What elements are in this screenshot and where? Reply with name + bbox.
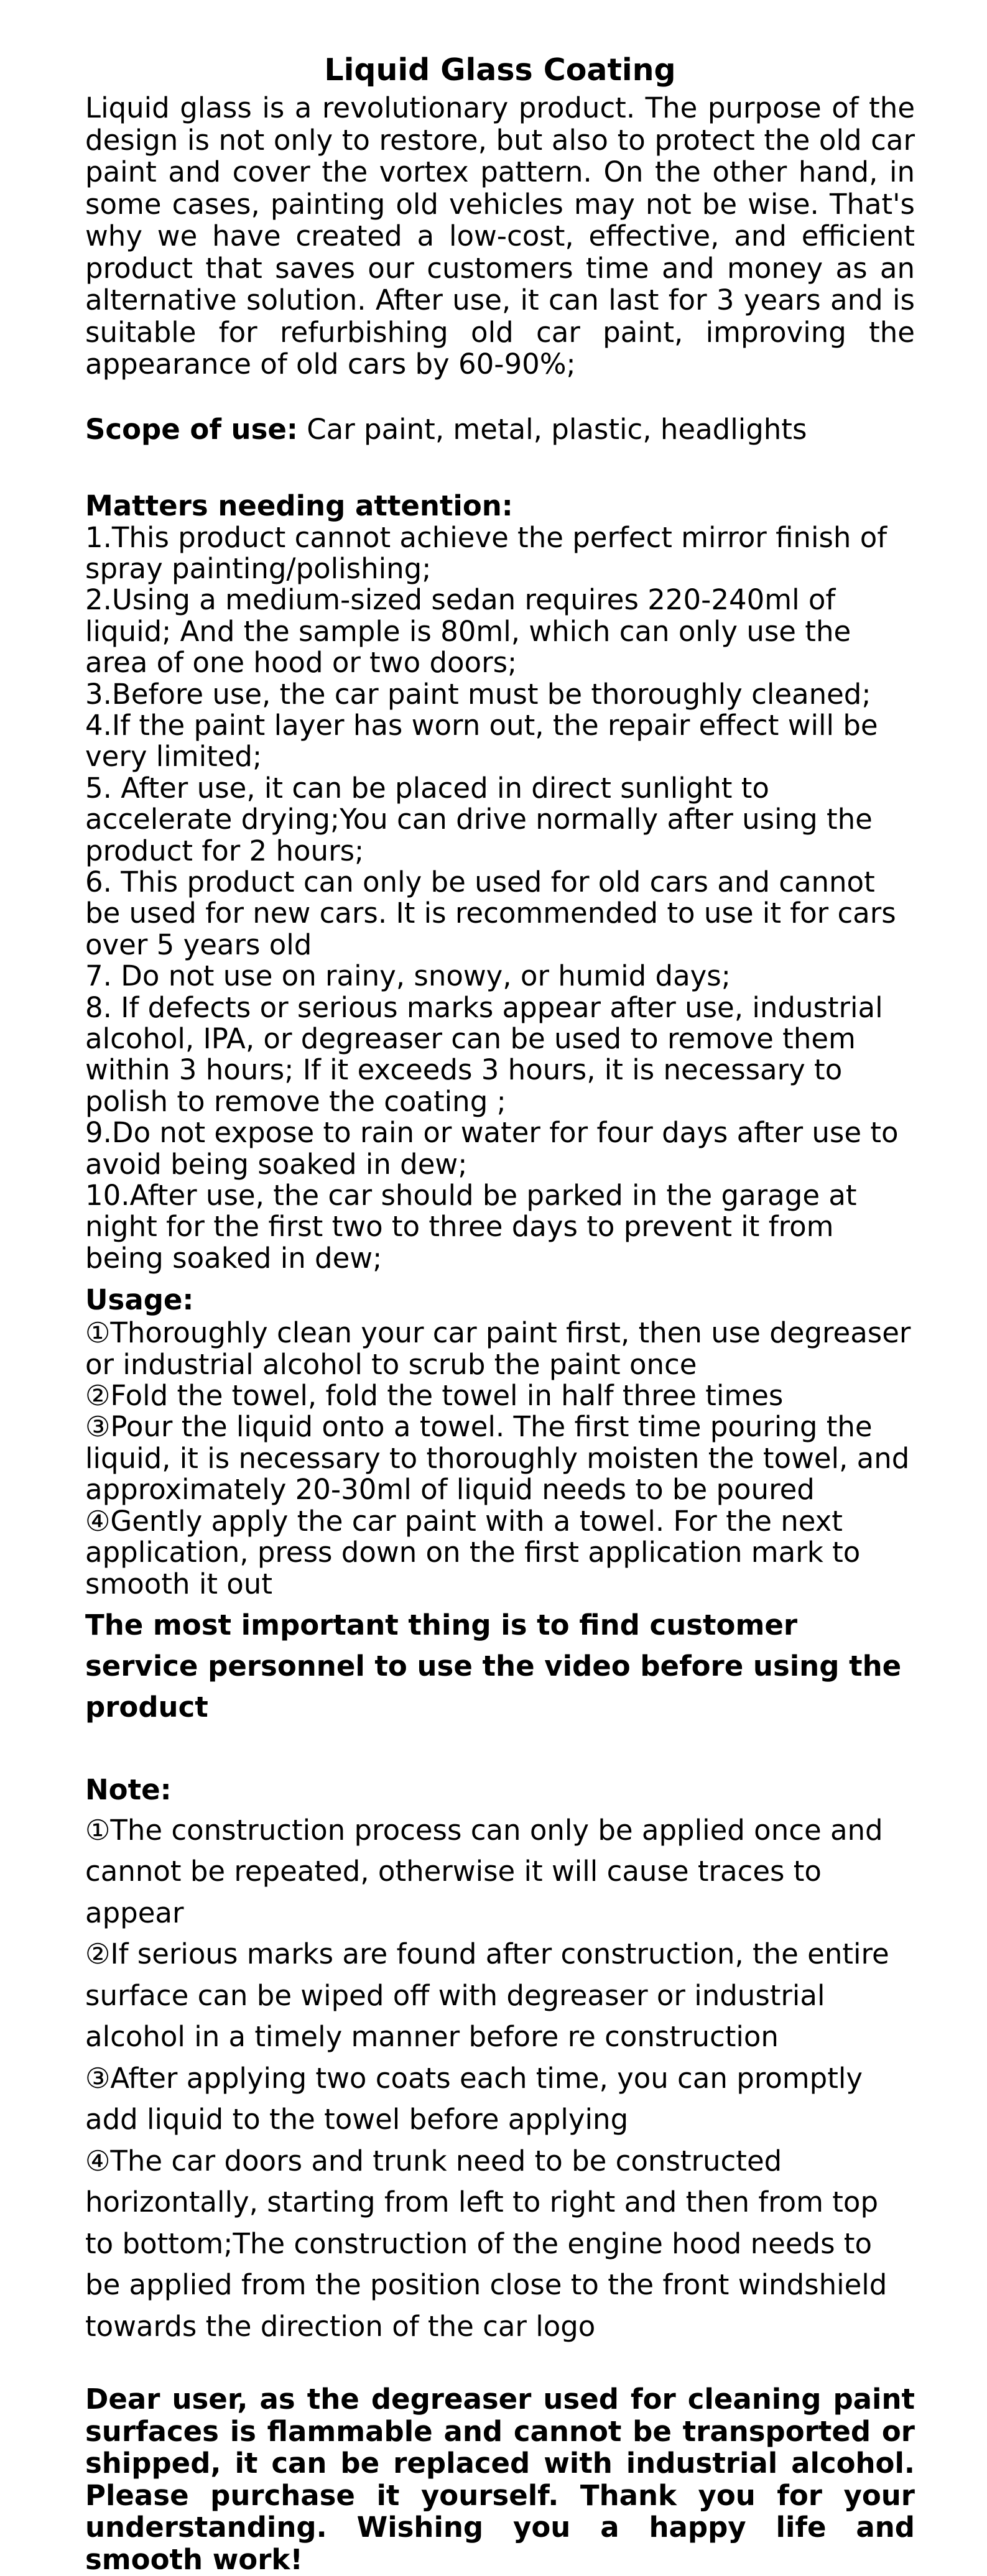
usage-item: ④Gently apply the car paint with a towel. For the next application, press down on the first application mark to smooth it out bbox=[85, 1504, 861, 1600]
attention-item: 1.This product cannot achieve the perfect mirror finish of spray painting/polishing; bbox=[85, 520, 887, 585]
closing-message: Dear user, as the degreaser used for cleaning paint surfaces is flammable and cannot be transported or shipped, it can be replaced with industrial alcohol. Please purchase it yourself. Thank you for your understanding. Wishing you a happy life and smooth work! bbox=[85, 2383, 915, 2576]
attention-item: 4.If the paint layer has worn out, the repair effect will be very limited; bbox=[85, 708, 878, 773]
usage-heading: Usage: bbox=[85, 1283, 194, 1317]
page-title: Liquid Glass Coating bbox=[324, 52, 676, 88]
usage-item: ②Fold the towel, fold the towel in half three times bbox=[85, 1379, 784, 1413]
note-item: ④The car doors and trunk need to be constructed horizontally, starting from left to right and then from top to bottom;The construction of the engine hood needs to be applied from the position close to the front windshield towards the direction of the car logo bbox=[85, 2144, 887, 2343]
scope-of-use bbox=[85, 412, 915, 446]
attention-heading: Matters needing attention: bbox=[85, 489, 513, 522]
attention-list bbox=[85, 522, 915, 1275]
scope-label: Scope of use: bbox=[85, 412, 298, 446]
usage-item: ③Pour the liquid onto a towel. The first time pouring the liquid, it is necessary to thoroughly moisten the towel, and approximately 20-30ml of liquid needs to be poured bbox=[85, 1410, 910, 1507]
note-item: ①The construction process can only be applied once and cannot be repeated, otherwise it will cause traces to appear bbox=[85, 1813, 883, 1929]
attention-item: 8. If defects or serious marks appear after use, industrial alcohol, IPA, or degreaser can be used to remove them within 3 hours; If it exceeds 3 hours, it is necessary to polish to remove the coating ; bbox=[85, 990, 883, 1118]
usage-item: ①Thoroughly clean your car paint first, then use degreaser or industrial alcohol to scrub the paint once bbox=[85, 1316, 911, 1381]
note-heading: Note: bbox=[85, 1773, 172, 1806]
attention-item: 7. Do not use on rainy, snowy, or humid days; bbox=[85, 959, 731, 993]
note-list bbox=[85, 1810, 915, 2348]
attention-item: 9.Do not expose to rain or water for four days after use to avoid being soaked in dew; bbox=[85, 1116, 899, 1181]
attention-item: 3.Before use, the car paint must be thoroughly cleaned; bbox=[85, 677, 871, 711]
important-notice: The most important thing is to find customer service personnel to use the video before using the product bbox=[85, 1608, 902, 1724]
attention-item: 5. After use, it can be placed in direct sunlight to accelerate drying;You can drive normally after using the product for 2 hours; bbox=[85, 771, 873, 867]
note-item: ②If serious marks are found after construction, the entire surface can be wiped off with degreaser or industrial alcohol in a timely manner before re construction bbox=[85, 1937, 889, 2054]
note-item: ③After applying two coats each time, you can promptly add liquid to the towel before applying bbox=[85, 2061, 863, 2136]
attention-item: 6. This product can only be used for old cars and cannot be used for new cars. It is recommended to use it for cars over 5 years old bbox=[85, 865, 896, 961]
intro-paragraph: Liquid glass is a revolutionary product. The purpose of the design is not only to restore, but also to protect the old car paint and cover the vortex pattern. On the other hand, in some cases, painting old vehicles may not be wise. That's why we have created a low-cost, effective, and efficient product that saves our customers time and money as an alternative solution. After use, it can last for 3 years and is suitable for refurbishing old car paint, improving the appearance of old cars by 60-90%; bbox=[85, 91, 915, 381]
attention-item: 2.Using a medium-sized sedan requires 220-240ml of liquid; And the sample is 80ml, which can only use the area of one hood or two doors; bbox=[85, 583, 851, 680]
attention-item: 10.After use, the car should be parked in the garage at night for the first two to three days to prevent it from being soaked in dew; bbox=[85, 1179, 857, 1275]
scope-text: Car paint, metal, plastic, headlights bbox=[297, 412, 807, 446]
usage-list bbox=[85, 1318, 915, 1600]
